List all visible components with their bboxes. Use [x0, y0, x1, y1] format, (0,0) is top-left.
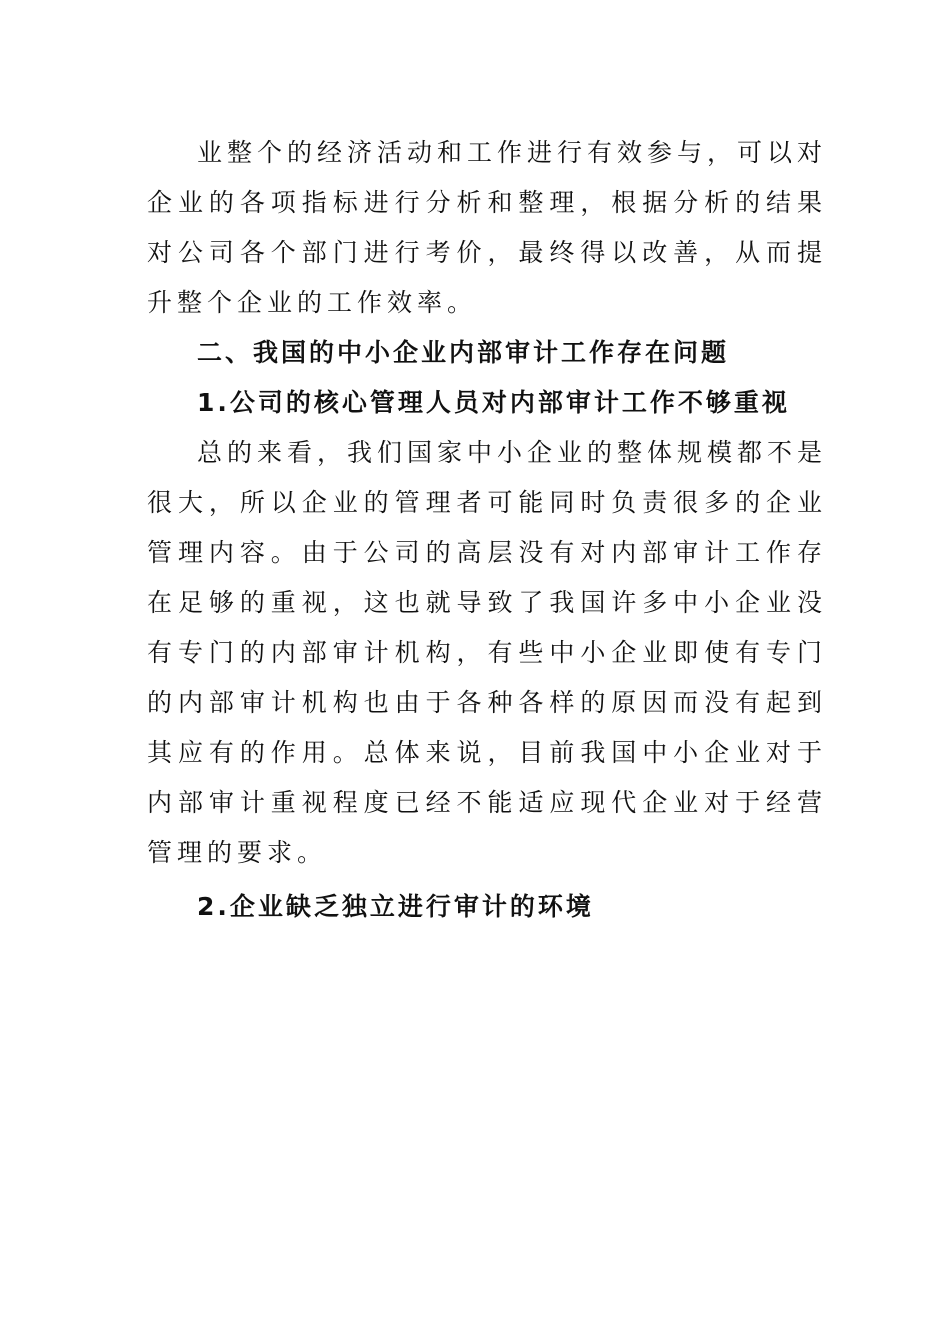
paragraph-continued: 业整个的经济活动和工作进行有效参与，可以对企业的各项指标进行分析和整理，根据分析的结果对公司各个部门进行考价，最终得以改善，从而提升整个企业的工作效率。: [147, 138, 828, 317]
subheading-2: 2.企业缺乏独立进行审计的环境: [197, 892, 594, 921]
section-heading: 二、我国的中小企业内部审计工作存在问题: [197, 338, 730, 367]
paragraph-1: 总的来看，我们国家中小企业的整体规模都不是很大，所以企业的管理者可能同时负责很多的企业管理内容。由于公司的高层没有对内部审计工作存在足够的重视，这也就导致了我国许多中小企业没有专门的内部审计机构，有些中小企业即使有专门的内部审计机构也由于各种各样的原因而没有起到其应有的作用。总体来说，目前我国中小企业对于内部审计重视程度已经不能适应现代企业对于经营管理的要求。: [147, 438, 828, 867]
document-body: [147, 128, 827, 932]
subheading-1: 1.公司的核心管理人员对内部审计工作不够重视: [197, 388, 790, 417]
